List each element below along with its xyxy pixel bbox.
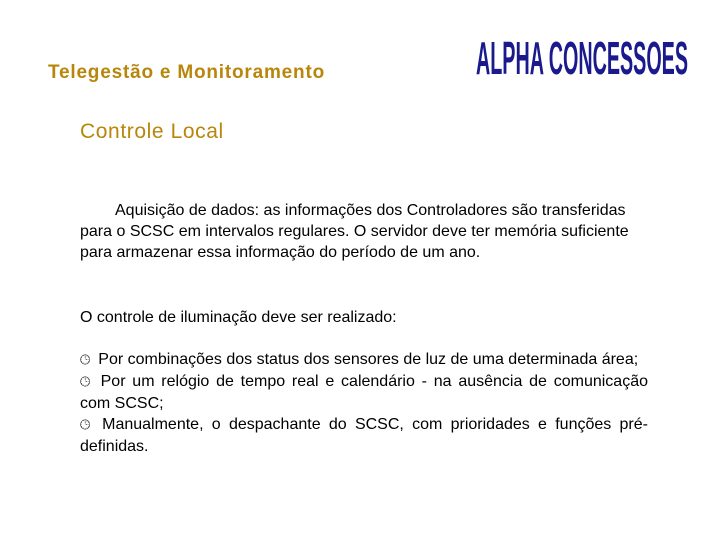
section-title: Controle Local — [80, 120, 224, 143]
list-item — [80, 371, 648, 414]
company-logo — [474, 24, 690, 82]
intro-paragraph: Aquisição de dados: as informações dos Controladores são transferidas para o SCSC em intervalos regulares. O servidor deve ter memória suficiente para armazenar essa informação do período de um ano. — [80, 202, 629, 261]
list-item-text: Por combinações dos status dos sensores de luz de uma determinada área; — [98, 351, 639, 368]
control-heading: O controle de iluminação deve ser realizado: — [80, 309, 397, 326]
list-item-text: Por um relógio de tempo real e calendário - na ausência de comunicação com SCSC; — [80, 373, 648, 412]
control-methods-list — [80, 349, 648, 457]
page-title: Telegestão e Monitoramento — [48, 62, 325, 83]
list-item-text: Manualmente, o despachante do SCSC, com prioridades e funções pré-definidas. — [80, 416, 648, 455]
list-item — [80, 349, 648, 371]
clock-icon: 🕒︎ — [80, 375, 93, 390]
logo-text: ALPHA CONCESSOES — [476, 32, 688, 82]
clock-icon: 🕒︎ — [80, 418, 95, 433]
clock-icon: 🕒︎ — [80, 353, 91, 368]
list-item — [80, 414, 648, 457]
